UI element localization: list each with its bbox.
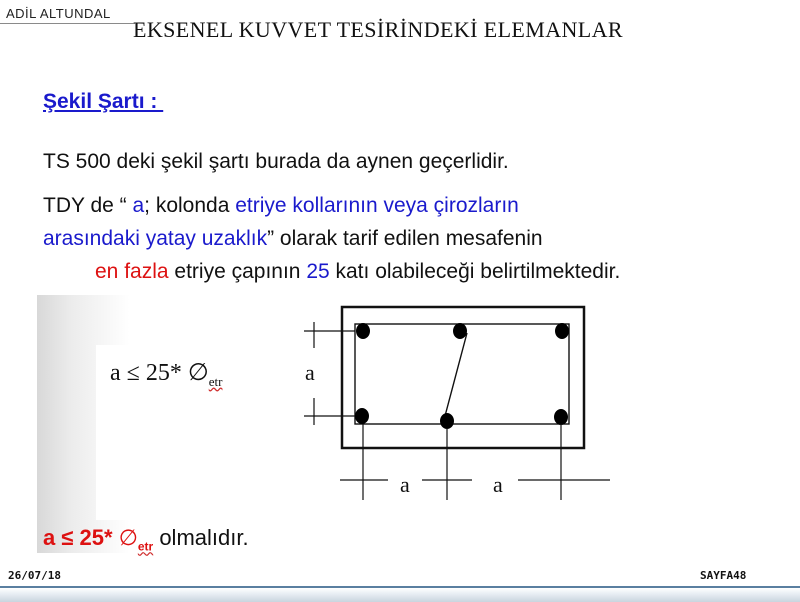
footer-page-number: SAYFA48: [700, 569, 747, 582]
formula-main: a ≤ 25* ∅: [110, 360, 209, 386]
tdy-line-1: [43, 189, 620, 222]
tdy-text-3: ” olarak tarif edilen mesafenin: [267, 227, 543, 250]
dim-label-h2: a: [493, 472, 503, 497]
header-divider: [0, 23, 135, 24]
ts500-text: TS 500 deki şekil şartı burada da aynen geçerlidir.: [43, 150, 509, 173]
tdy-term-etriye: etriye kollarının veya çirozların: [235, 194, 519, 217]
slide-title: EKSENEL KUVVET TESİRİNDEKİ ELEMANLAR: [133, 17, 623, 42]
footer-date: 26/07/18: [8, 569, 61, 582]
stirrup: [355, 324, 569, 424]
diameter-symbol: ∅: [118, 526, 138, 551]
tdy-term-25: 25: [306, 260, 330, 283]
result-subscript: etr: [137, 539, 154, 554]
author-name: ADİL ALTUNDAL: [6, 6, 111, 21]
tdy-term-yatay: arasındaki yatay uzaklık: [43, 227, 268, 250]
tdy-term-a: a: [132, 194, 145, 217]
tdy-line-3: [43, 255, 620, 288]
rebar-bottom-middle: [440, 413, 454, 429]
section-heading: Şekil Şartı :: [43, 90, 164, 113]
column-section-diagram: [300, 300, 630, 510]
rebar-top-middle: [453, 323, 467, 339]
tdy-text-5: katı olabileceği belirtilmektedir.: [329, 260, 621, 283]
tdy-text-1: TDY de “: [43, 194, 133, 217]
rebar-top-right: [555, 323, 569, 339]
formula-sub: etr: [208, 373, 223, 389]
rebar-bottom-left: [355, 408, 369, 424]
tdy-text-4: etriye çapının: [168, 260, 307, 283]
dim-label-vertical: a: [305, 360, 315, 385]
result-statement: [43, 525, 249, 553]
tdy-line-2: [43, 222, 620, 255]
rebar-bottom-right: [554, 409, 568, 425]
rebar-top-left: [356, 323, 370, 339]
tdy-term-en-fazla: en fazla: [95, 260, 169, 283]
crosstie: [445, 333, 467, 416]
tdy-text-2: ; kolonda: [144, 194, 236, 217]
result-tail: olmalıdır.: [153, 525, 249, 550]
paragraph-tdy: [43, 189, 620, 288]
dim-label-h1: a: [400, 472, 410, 497]
paragraph-ts500: [43, 150, 509, 174]
formula-label: [110, 358, 222, 390]
result-condition: a ≤ 25*: [43, 525, 119, 550]
